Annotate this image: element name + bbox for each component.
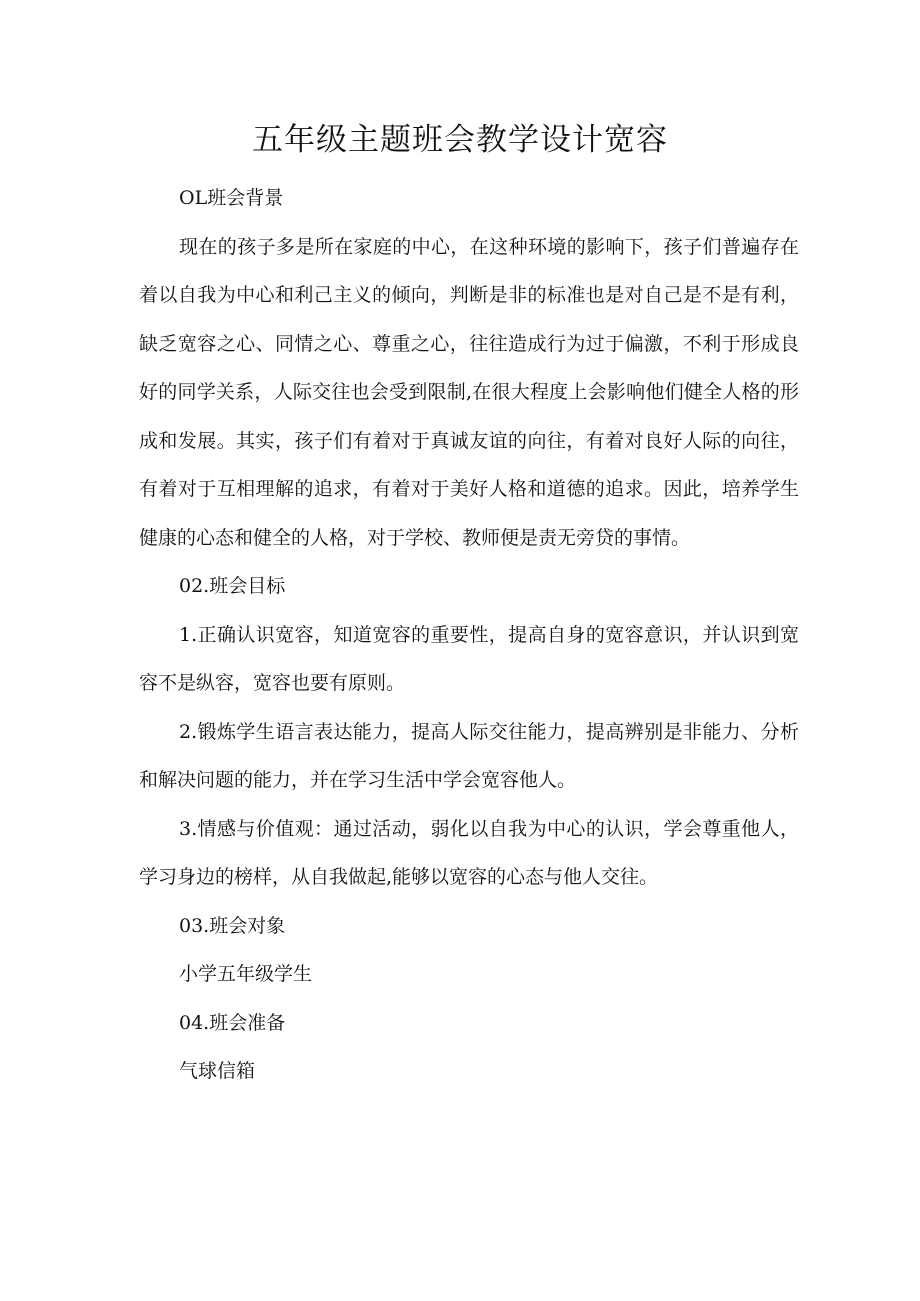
background-paragraph: 现在的孩子多是所在家庭的中心，在这种环境的影响下，孩子们普遍存在着以自我为中心和利己主义的倾向，判断是非的标准也是对自己是不是有利，缺乏宽容之心、同情之心、尊重之心，往往造成行为过于偏激，不利于形成良好的同学关系，人际交往也会受到限制,在很大程度上会影响他们健全人格的形成和发展。其实，孩子们有着对于真诚友谊的向往，有着对良好人际的向往，有着对于互相理解的追求，有着对于美好人格和道德的追求。因此，培养学生健康的心态和健全的人格，对于学校、教师便是责无旁贷的事情。 [139, 235, 799, 549]
section-heading-audience: 03.班会对象 [179, 914, 286, 937]
section-heading-preparation: 04.班会准备 [179, 1011, 286, 1034]
goal-item-1: 1.正确认识宽容，知道宽容的重要性，提高自身的宽容意识，并认识到宽容不是纵容，宽容也要有原则。 [139, 623, 799, 694]
preparation-text: 气球信箱 [179, 1060, 256, 1082]
section-heading-goals: 02.班会目标 [179, 575, 286, 597]
section-heading-background: OL班会背景 [179, 187, 284, 209]
document-title: 五年级主题班会教学设计宽容 [252, 122, 668, 158]
audience-text: 小学五年级学生 [179, 963, 313, 985]
goal-item-2: 2.锻炼学生语言表达能力，提高人际交往能力，提高辨别是非能力、分析和解决问题的能力，并在学习生活中学会宽容他人。 [139, 720, 799, 791]
document-body [139, 174, 799, 1096]
goal-item-3: 3.情感与价值观：通过活动，弱化以自我为中心的认识，学会尊重他人，学习身边的榜样，从自我做起,能够以宽容的心态与他人交往。 [139, 817, 799, 888]
